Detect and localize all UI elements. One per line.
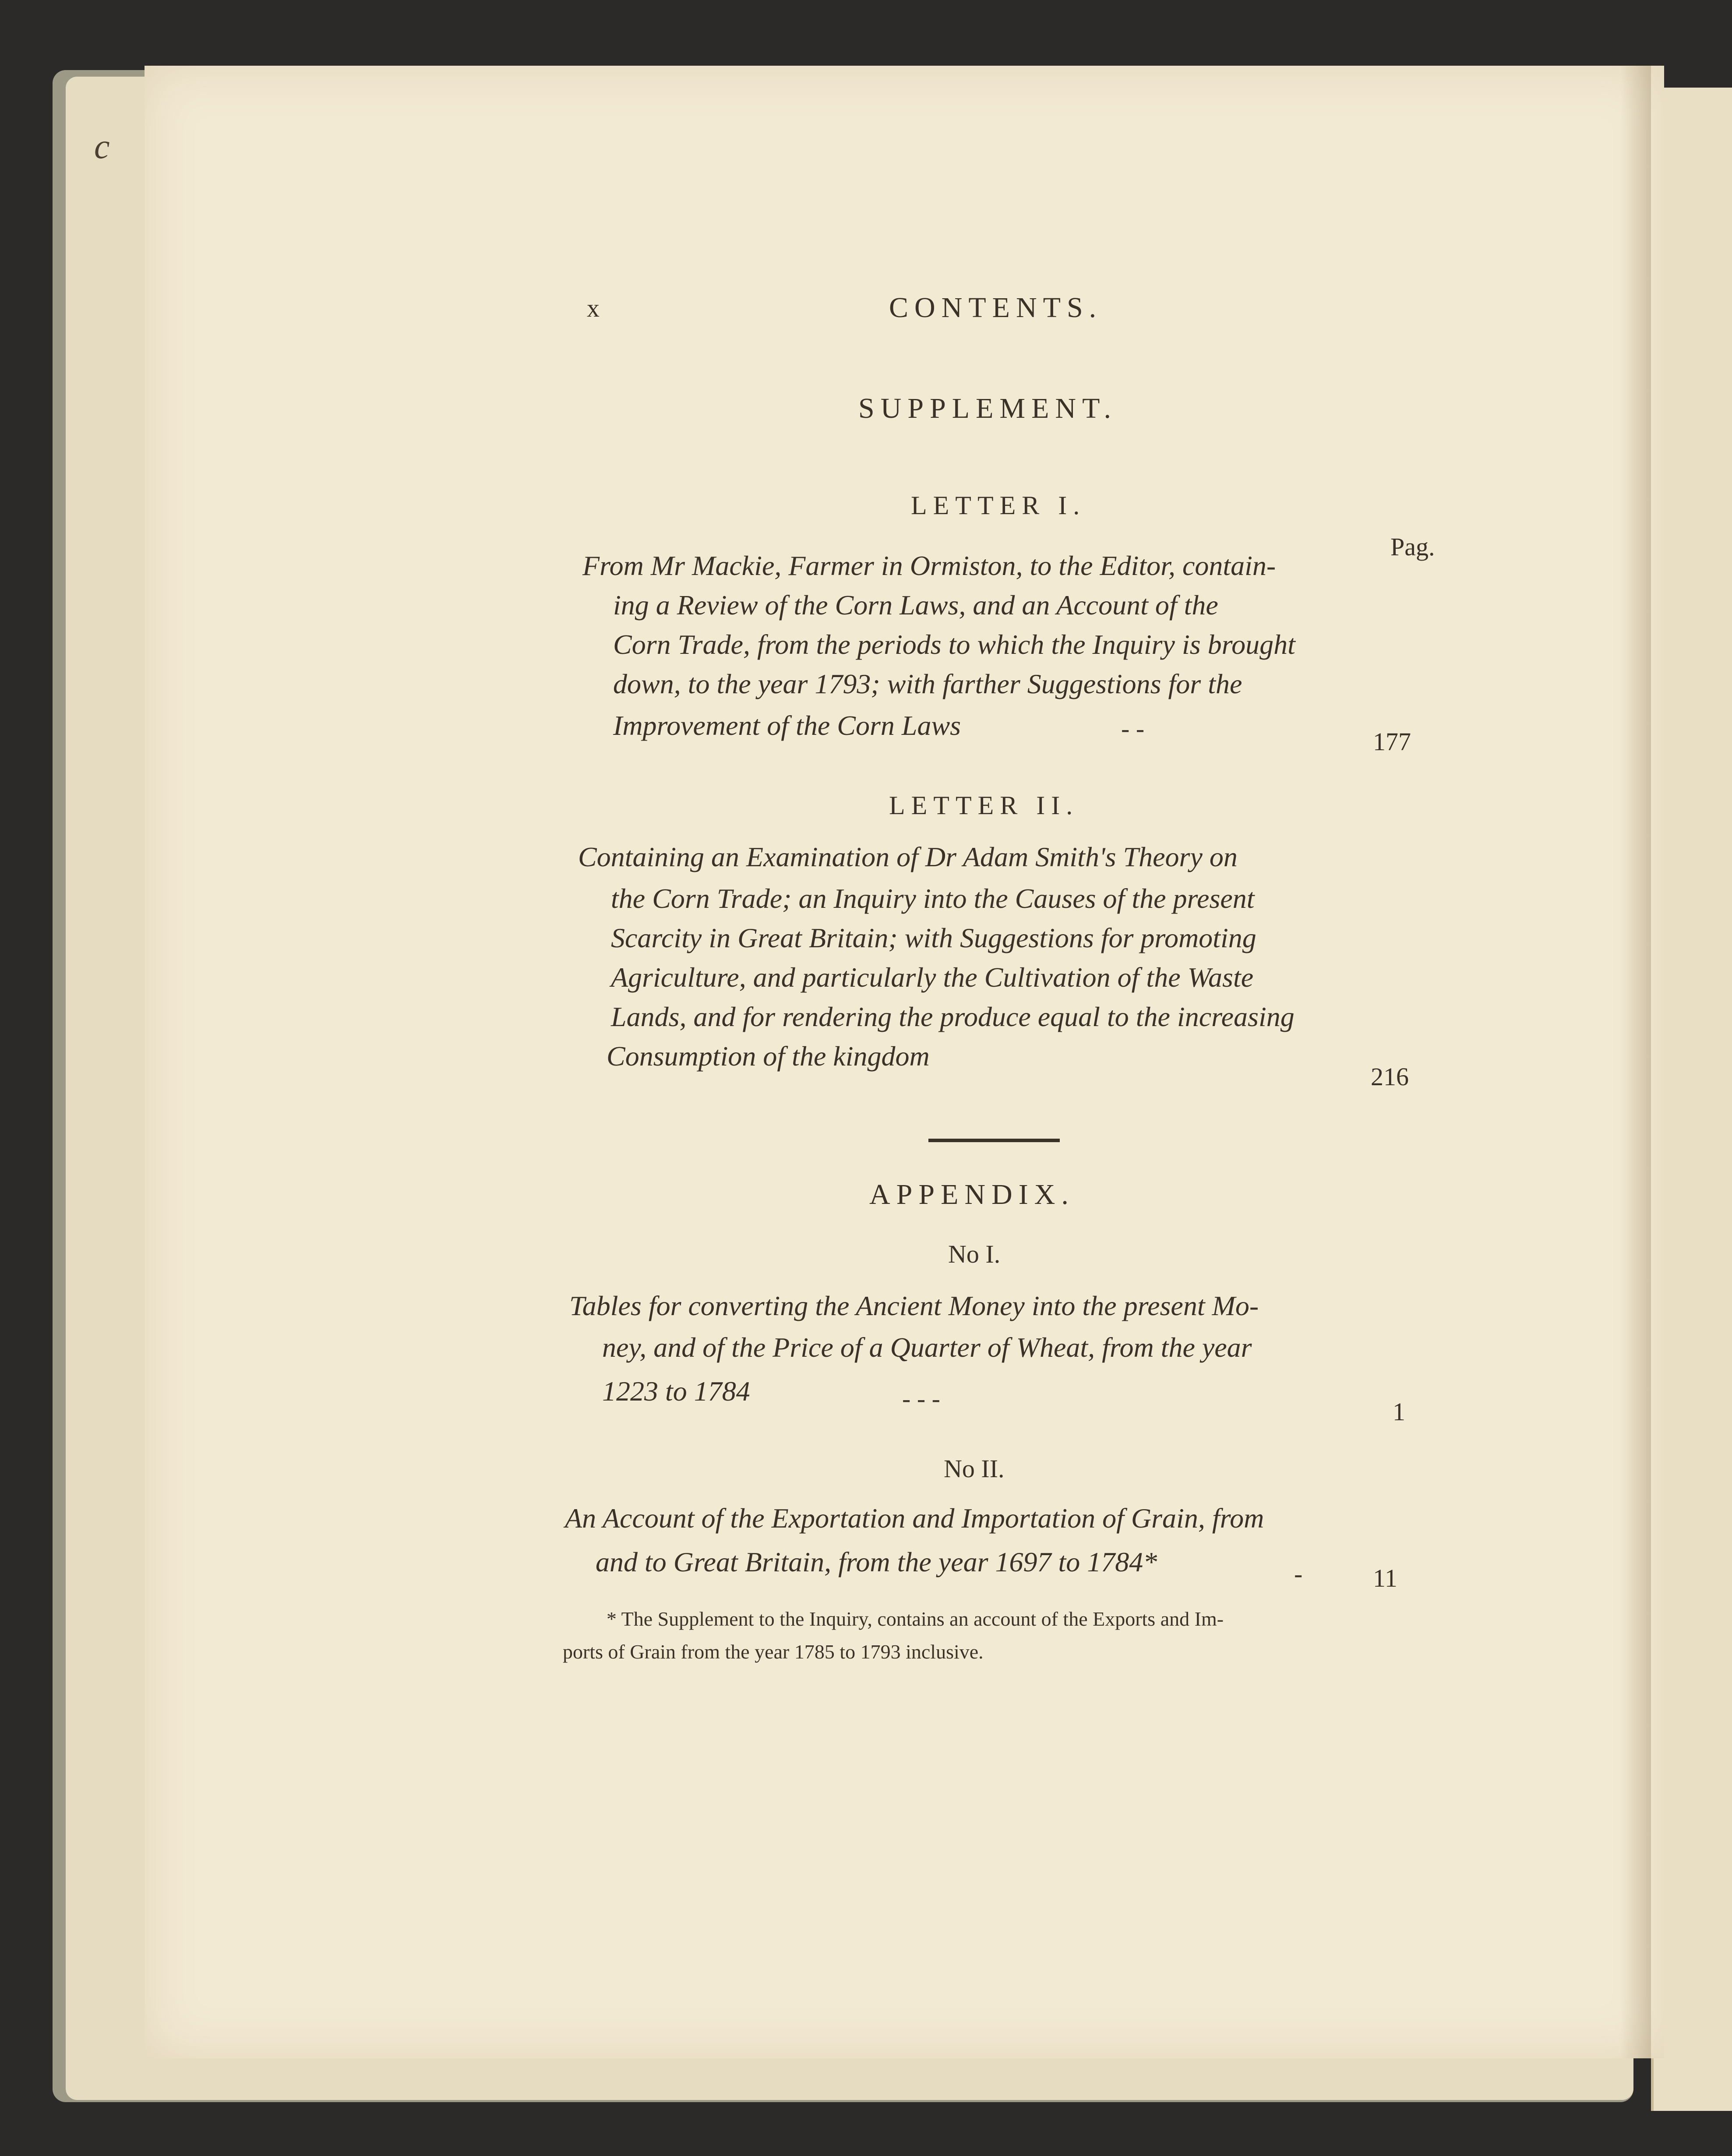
no-1-line: ney, and of the Price of a Quarter of Wheat, from the year (602, 1332, 1252, 1363)
no-2-heading: No II. (944, 1454, 1005, 1483)
no-1-line: 1223 to 1784 (602, 1376, 750, 1407)
margin-mark: c (94, 127, 110, 166)
letter-2-line: Consumption of the kingdom (607, 1041, 930, 1072)
letter-2-line: Scarcity in Great Britain; with Suggestions for promoting (611, 922, 1256, 953)
letter-2-line: Containing an Examination of Dr Adam Smith's Theory on (578, 841, 1238, 872)
letter-2-line: the Corn Trade; an Inquiry into the Causes of the present (611, 883, 1255, 914)
no-1-page: 1 (1393, 1397, 1405, 1426)
no-2-page: 11 (1373, 1564, 1397, 1592)
letter-2-line: Agriculture, and particularly the Cultivation of the Waste (611, 962, 1254, 993)
letter-1-line: Improvement of the Corn Laws (613, 710, 961, 741)
letter-1-page: 177 (1373, 727, 1411, 756)
letter-2-line: Lands, and for rendering the produce equal to the increasing (611, 1001, 1295, 1032)
folio-number: x (587, 294, 600, 322)
letter-1-heading: LETTER I. (911, 491, 1086, 520)
letter-2-page: 216 (1371, 1062, 1409, 1091)
no-2-line: and to Great Britain, from the year 1697 to 1784* (596, 1546, 1157, 1577)
letter-2-heading: LETTER II. (889, 791, 1079, 820)
footnote-line: * The Supplement to the Inquiry, contains an account of the Exports and Im- (607, 1608, 1224, 1630)
appendix-heading: APPENDIX. (869, 1179, 1075, 1210)
gutter-shadow (1620, 66, 1651, 2058)
supplement-heading: SUPPLEMENT. (858, 392, 1117, 424)
leader-dashes: - - - (902, 1384, 940, 1413)
no-1-heading: No I. (948, 1240, 1001, 1268)
no-2-line: An Account of the Exportation and Importation of Grain, from (565, 1503, 1264, 1534)
letter-1-line: ing a Review of the Corn Laws, and an Account of the (613, 589, 1218, 621)
pag-label: Pag. (1390, 533, 1435, 561)
page-title: CONTENTS. (889, 292, 1103, 324)
no-1-line: Tables for converting the Ancient Money into the present Mo- (569, 1290, 1259, 1321)
letter-1-line: From Mr Mackie, Farmer in Ormiston, to the Editor, contain- (582, 550, 1276, 581)
leader-dashes: - - (1121, 714, 1145, 743)
letter-1-line: down, to the year 1793; with farther Suggestions for the (613, 668, 1242, 699)
letter-1-line: Corn Trade, from the periods to which the Inquiry is brought (613, 629, 1295, 660)
section-divider (928, 1139, 1060, 1142)
footnote-line: ports of Grain from the year 1785 to 1793 inclusive. (563, 1641, 984, 1663)
leader-dashes: - (1294, 1560, 1303, 1588)
